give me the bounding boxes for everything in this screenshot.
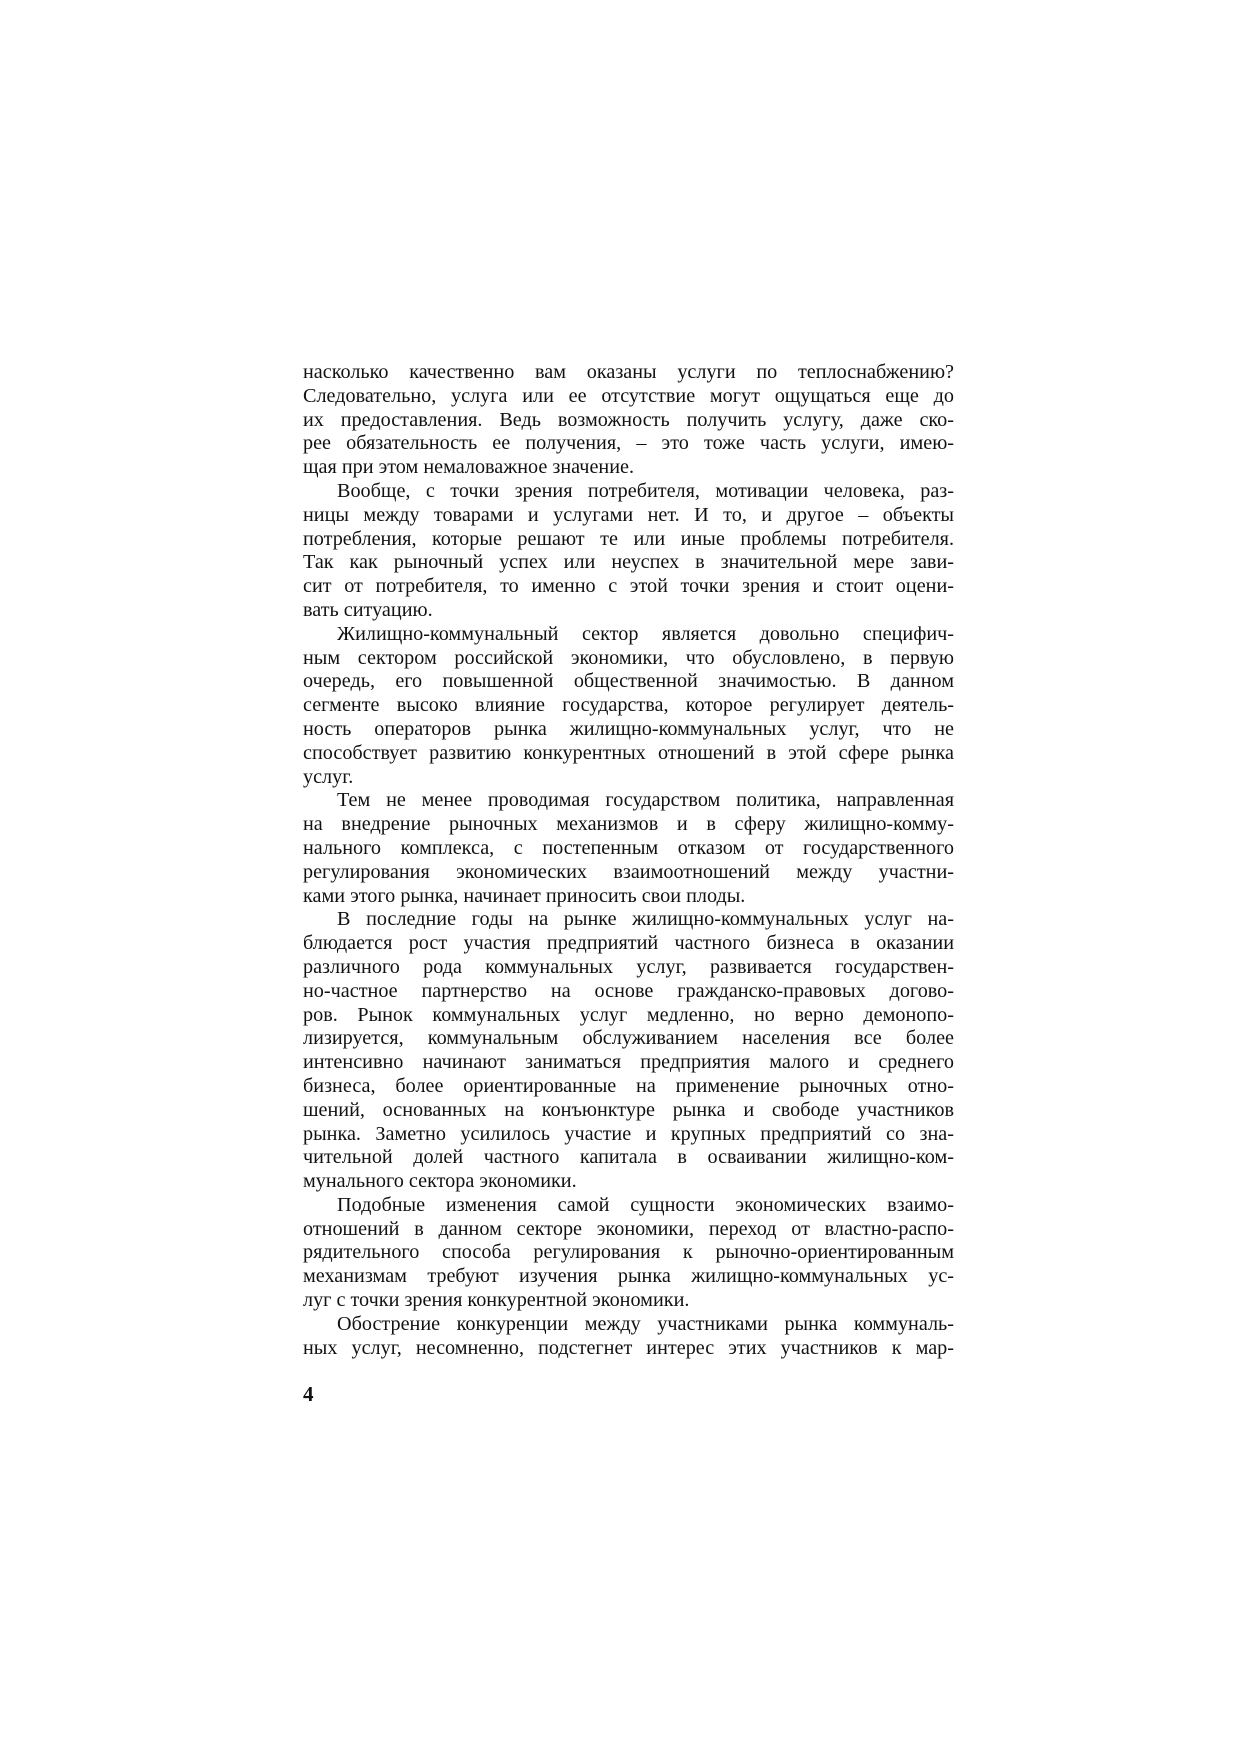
text-line: Тем не менее проводимая государством политика, направленная <box>337 789 954 812</box>
text-line: ным сектором российской экономики, что обусловлено, в первую <box>303 646 954 669</box>
text-line: Обострение конкуренции между участниками рынка коммуналь- <box>337 1312 954 1335</box>
text-line: интенсивно начинают заниматься предприятия малого и среднего <box>303 1051 954 1074</box>
text-line: луг с точки зрения конкурентной экономики. <box>303 1289 690 1312</box>
text-line: рынка. Заметно усилилось участие и крупных предприятий со зна- <box>303 1122 954 1145</box>
text-line: рядительного способа регулирования к рыночно-ориентированным <box>303 1241 954 1264</box>
paragraph-7 <box>303 1313 954 1361</box>
text-line: их предоставления. Ведь возможность получить услугу, даже ско- <box>303 408 954 431</box>
text-line: Следовательно, услуга или ее отсутствие могут ощущаться еще до <box>303 384 954 407</box>
text-line: блюдается рост участия предприятий частного бизнеса в оказании <box>303 932 954 955</box>
text-line: ность операторов рынка жилищно-коммунальных услуг, что не <box>303 717 954 740</box>
text-line: нального комплекса, с постепенным отказом от государственного <box>303 836 954 859</box>
text-line: различного рода коммунальных услуг, развивается государствен- <box>303 955 954 978</box>
text-line: сегменте высоко влияние государства, которое регулирует деятель- <box>303 694 954 717</box>
page-body-text <box>303 361 954 1360</box>
text-line: ров. Рынок коммунальных услуг медленно, но верно демонопо- <box>303 1003 954 1026</box>
text-line: Вообще, с точки зрения потребителя, мотивации человека, раз- <box>337 479 954 502</box>
text-line: услуг. <box>303 765 354 788</box>
text-line: Так как рыночный успех или неуспех в значительной мере зави- <box>303 551 954 574</box>
text-line: потребления, которые решают те или иные проблемы потребителя. <box>303 527 954 550</box>
text-line: мунального сектора экономики. <box>303 1170 577 1193</box>
text-line: регулирования экономических взаимоотношений между участни- <box>303 860 954 883</box>
text-line: вать ситуацию. <box>303 598 433 621</box>
text-line: насколько качественно вам оказаны услуги по теплоснабжению? <box>303 361 954 383</box>
text-line: бизнеса, более ориентированные на применение рыночных отно- <box>303 1074 954 1097</box>
paragraph-5 <box>303 908 954 1194</box>
text-line: рее обязательность ее получения, – это тоже часть услуги, имею- <box>303 432 954 455</box>
text-line: Подобные изменения самой сущности экономических взаимо- <box>337 1193 954 1216</box>
text-line: сит от потребителя, то именно с этой точки зрения и стоит оцени- <box>303 575 954 598</box>
text-line: ных услуг, несомненно, подстегнет интерес этих участников к мар- <box>303 1336 954 1359</box>
text-line: чительной долей частного капитала в осваивании жилищно-ком- <box>303 1146 954 1169</box>
text-line: ками этого рынка, начинает приносить свои плоды. <box>303 884 746 907</box>
page-number: 4 <box>303 1382 314 1406</box>
paragraph-6 <box>303 1194 954 1313</box>
paragraph-4 <box>303 789 954 908</box>
text-line: на внедрение рыночных механизмов и в сферу жилищно-комму- <box>303 813 954 836</box>
text-line: шений, основанных на конъюнктуре рынка и свободе участников <box>303 1098 954 1121</box>
text-line: Жилищно-коммунальный сектор является довольно специфич- <box>337 622 954 645</box>
text-line: В последние годы на рынке жилищно-коммунальных услуг на- <box>337 908 954 931</box>
text-line: но-частное партнерство на основе гражданско-правовых догово- <box>303 979 954 1002</box>
text-line: механизмам требуют изучения рынка жилищно-коммунальных ус- <box>303 1265 954 1288</box>
paragraph-1 <box>303 361 954 480</box>
paragraph-3 <box>303 623 954 790</box>
text-line: щая при этом немаловажное значение. <box>303 456 635 479</box>
text-line: очередь, его повышенной общественной значимостью. В данном <box>303 670 954 693</box>
paragraph-2 <box>303 480 954 623</box>
text-line: ницы между товарами и услугами нет. И то, и другое – объекты <box>303 503 954 526</box>
text-line: отношений в данном секторе экономики, переход от властно-распо- <box>303 1217 954 1240</box>
text-line: лизируется, коммунальным обслуживанием населения все более <box>303 1027 954 1050</box>
text-line: способствует развитию конкурентных отношений в этой сфере рынка <box>303 741 954 764</box>
